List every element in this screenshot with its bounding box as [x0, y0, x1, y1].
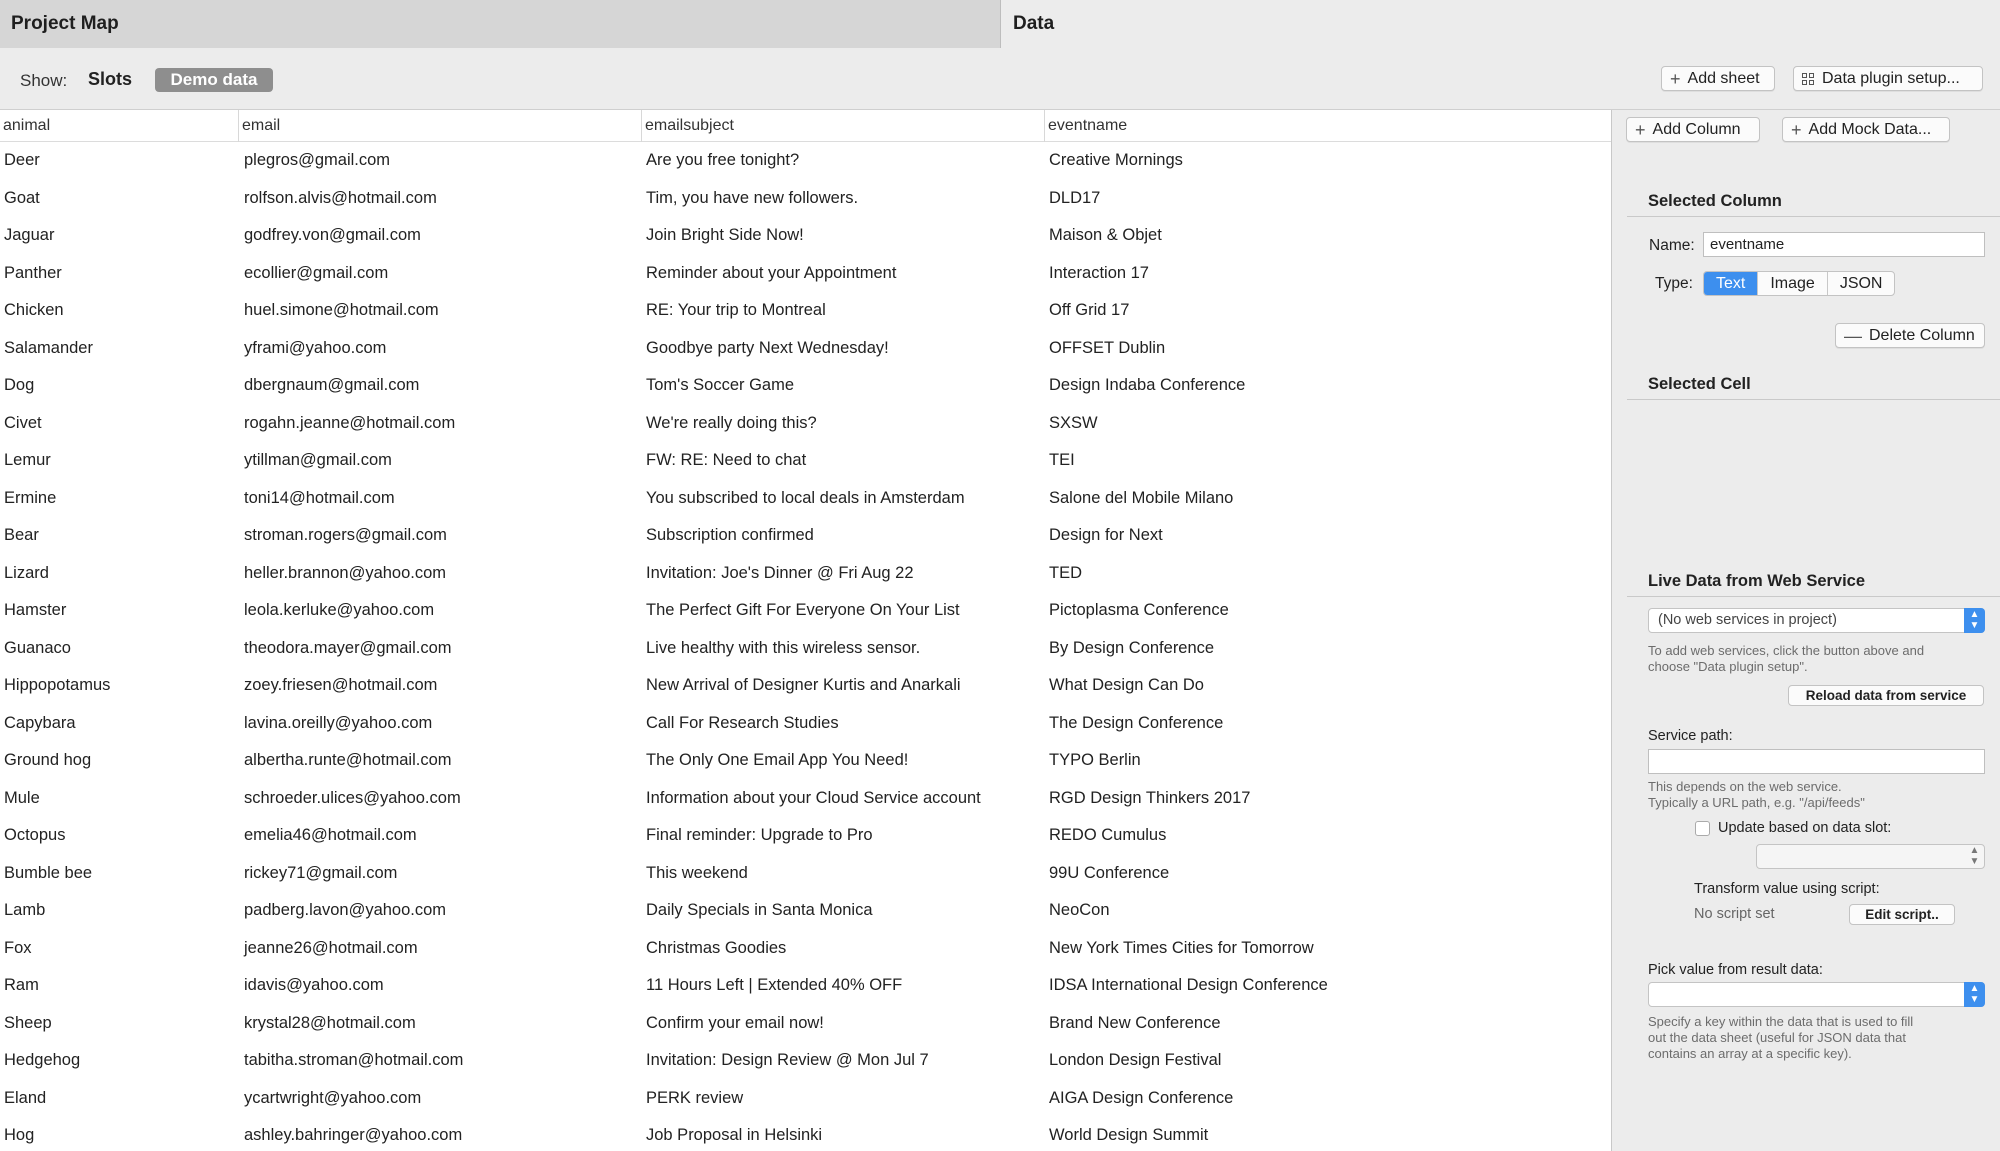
popup-arrows-icon: ▲ ▼ [1964, 982, 1985, 1007]
cell-email[interactable]: albertha.runte@hotmail.com [244, 751, 452, 769]
cell-email[interactable]: krystal28@hotmail.com [244, 1013, 416, 1032]
cell-emailsubject[interactable]: Goodbye party Next Wednesday! [646, 338, 889, 357]
cell-eventname[interactable]: Interaction 17 [1049, 263, 1149, 282]
cell-animal[interactable]: Guanaco [4, 638, 71, 657]
cell-email[interactable]: heller.brannon@yahoo.com [244, 563, 447, 582]
hint-line: Typically a URL path, e.g. "/api/feeds" [1648, 795, 1865, 810]
cell-email[interactable]: theodora.mayer@gmail.com [244, 638, 452, 657]
inspector-panel [1613, 110, 2000, 1151]
cell-animal[interactable]: Salamander [4, 338, 93, 357]
cell-emailsubject[interactable]: Invitation: Joe's Dinner @ Fri Aug 22 [646, 563, 914, 582]
type-image-option[interactable]: Image [1758, 272, 1827, 295]
cell-eventname[interactable]: NeoCon [1049, 901, 1110, 919]
table-row[interactable] [0, 1117, 1612, 1151]
cell-eventname[interactable]: London Design Festival [1049, 1051, 1222, 1069]
cell-animal[interactable]: Panther [4, 263, 62, 282]
cell-email[interactable]: zoey.friesen@hotmail.com [244, 676, 438, 694]
cell-email[interactable]: ashley.bahringer@yahoo.com [244, 1126, 463, 1144]
minus-icon: — [1844, 325, 1862, 346]
data-slot-popup[interactable] [1756, 844, 1985, 869]
cell-emailsubject[interactable]: Daily Specials in Santa Monica [646, 901, 873, 919]
update-slot-checkbox[interactable] [1695, 821, 1710, 836]
cell-animal[interactable]: Jaguar [4, 226, 55, 244]
table-row[interactable] [0, 667, 1612, 705]
cell-email[interactable]: idavis@yahoo.com [244, 976, 384, 994]
table-row[interactable] [0, 817, 1612, 855]
table-row[interactable] [0, 1005, 1612, 1043]
cell-emailsubject[interactable]: Final reminder: Upgrade to Pro [646, 826, 873, 844]
cell-email[interactable]: tabitha.stroman@hotmail.com [244, 1051, 464, 1069]
divider [1627, 216, 2000, 217]
cell-email[interactable]: toni14@hotmail.com [244, 488, 395, 507]
cell-email[interactable]: ycartwright@yahoo.com [244, 1088, 422, 1107]
service-path-hint [1648, 779, 1865, 811]
data-plugin-setup-label: Data plugin setup... [1822, 69, 1960, 87]
cell-email[interactable]: godfrey.von@gmail.com [244, 226, 421, 244]
table-row[interactable] [0, 1042, 1612, 1080]
hint-line: choose "Data plugin setup". [1648, 659, 1808, 674]
cell-email[interactable]: emelia46@hotmail.com [244, 826, 417, 844]
cell-animal[interactable]: Goat [4, 188, 40, 207]
cell-email[interactable]: rickey71@gmail.com [244, 863, 398, 882]
transform-label: Transform value using script: [1694, 881, 1880, 897]
type-text-option[interactable]: Text [1704, 272, 1758, 295]
cell-emailsubject[interactable]: Subscription confirmed [646, 526, 814, 544]
pick-value-popup[interactable] [1648, 982, 1985, 1007]
cell-animal[interactable]: Eland [4, 1088, 47, 1107]
cell-animal[interactable]: Hippopotamus [4, 676, 111, 694]
cell-animal[interactable]: Bear [4, 526, 39, 544]
cell-email[interactable]: rogahn.jeanne@hotmail.com [244, 413, 456, 432]
table-row[interactable] [0, 967, 1612, 1005]
column-header-emailsubject[interactable]: emailsubject [641, 110, 1044, 142]
table-row[interactable] [0, 592, 1612, 630]
add-mock-data-button[interactable] [1782, 117, 1950, 142]
cell-emailsubject[interactable]: Confirm your email now! [646, 1013, 824, 1032]
pick-value-hint [1648, 1014, 1913, 1062]
plus-icon: + [1791, 119, 1802, 140]
table-row[interactable] [0, 367, 1612, 405]
selected-cell-title: Selected Cell [1648, 375, 1751, 393]
data-sheet-table [0, 110, 1612, 1151]
table-row[interactable] [0, 555, 1612, 593]
tab-bar [0, 0, 2000, 48]
cell-emailsubject[interactable]: The Only One Email App You Need! [646, 751, 909, 769]
cell-eventname[interactable]: By Design Conference [1049, 638, 1215, 657]
cell-email[interactable]: plegros@gmail.com [244, 151, 391, 169]
cell-animal[interactable]: Ram [4, 976, 39, 994]
cell-eventname[interactable]: Off Grid 17 [1049, 301, 1130, 319]
cell-eventname[interactable]: DLD17 [1049, 188, 1101, 207]
cell-emailsubject[interactable]: RE: Your trip to Montreal [646, 301, 826, 319]
hint-line: To add web services, click the button above and [1648, 643, 1925, 658]
update-slot-label: Update based on data slot: [1718, 820, 1892, 836]
cell-animal[interactable]: Hedgehog [4, 1051, 81, 1069]
cell-animal[interactable]: Capybara [4, 713, 76, 732]
add-column-label: Add Column [1652, 120, 1741, 138]
web-service-popup-value: (No web services in project) [1658, 612, 1837, 628]
cell-eventname[interactable]: IDSA International Design Conference [1049, 976, 1328, 994]
demo-data-toggle[interactable]: Demo data [155, 68, 273, 92]
web-service-hint [1648, 643, 1924, 675]
cell-eventname[interactable]: The Design Conference [1049, 713, 1224, 732]
cell-animal[interactable]: Ermine [4, 488, 57, 507]
divider [1627, 596, 2000, 597]
cell-eventname[interactable]: Design Indaba Conference [1049, 376, 1246, 394]
delete-column-label: Delete Column [1869, 326, 1975, 344]
cell-eventname[interactable]: SXSW [1049, 413, 1098, 432]
cell-eventname[interactable]: OFFSET Dublin [1049, 338, 1166, 357]
divider [1627, 399, 2000, 400]
cell-email[interactable]: stroman.rogers@gmail.com [244, 526, 447, 544]
cell-eventname[interactable]: World Design Summit [1049, 1126, 1209, 1144]
cell-eventname[interactable]: Creative Mornings [1049, 151, 1183, 169]
table-row[interactable] [0, 517, 1612, 555]
cell-eventname[interactable]: What Design Can Do [1049, 676, 1204, 694]
cell-email[interactable]: schroeder.ulices@yahoo.com [244, 788, 461, 807]
cell-email[interactable]: huel.simone@hotmail.com [244, 301, 439, 319]
cell-emailsubject[interactable]: This weekend [646, 863, 748, 882]
add-column-button[interactable] [1626, 117, 1760, 142]
table-header [0, 110, 1612, 142]
table-row[interactable] [0, 930, 1612, 968]
table-row[interactable] [0, 330, 1612, 368]
cell-eventname[interactable]: AIGA Design Conference [1049, 1088, 1234, 1107]
pick-value-label: Pick value from result data: [1648, 962, 1823, 978]
tab-project-map[interactable]: Project Map [0, 0, 1001, 48]
cell-eventname[interactable]: Pictoplasma Conference [1049, 601, 1229, 619]
cell-animal[interactable]: Sheep [4, 1013, 52, 1032]
cell-emailsubject[interactable]: Information about your Cloud Service account [646, 788, 981, 807]
cell-animal[interactable]: Hog [4, 1126, 35, 1144]
name-label: Name: [1649, 237, 1695, 254]
table-row[interactable] [0, 705, 1612, 743]
cell-eventname[interactable]: Brand New Conference [1049, 1013, 1221, 1032]
show-label: Show: [20, 71, 68, 90]
cell-email[interactable]: ecollier@gmail.com [244, 263, 389, 282]
table-row[interactable] [0, 742, 1612, 780]
column-header-animal[interactable]: animal [3, 117, 51, 134]
cell-emailsubject[interactable]: The Perfect Gift For Everyone On Your List [646, 601, 960, 619]
cell-animal[interactable]: Civet [4, 413, 42, 432]
cell-animal[interactable]: Chicken [4, 301, 64, 319]
popup-arrows-icon: ▲ ▼ [1964, 608, 1985, 633]
cell-emailsubject[interactable]: Are you free tonight? [646, 151, 800, 169]
type-json-option[interactable]: JSON [1839, 275, 1883, 292]
edit-script-button[interactable]: Edit script.. [1849, 904, 1955, 925]
column-type-segmented[interactable] [1703, 271, 1895, 296]
cell-emailsubject[interactable]: Tim, you have new followers. [646, 188, 859, 207]
table-row[interactable] [0, 142, 1612, 180]
cell-eventname[interactable]: TYPO Berlin [1049, 751, 1141, 769]
table-row[interactable] [0, 1080, 1612, 1118]
cell-email[interactable]: rolfson.alvis@hotmail.com [244, 188, 437, 207]
live-data-title: Live Data from Web Service [1648, 572, 1866, 590]
web-service-popup[interactable] [1648, 608, 1985, 633]
cell-emailsubject[interactable]: New Arrival of Designer Kurtis and Anarkali [646, 676, 961, 694]
cell-emailsubject[interactable]: Invitation: Design Review @ Mon Jul 7 [646, 1051, 929, 1069]
cell-emailsubject[interactable]: Job Proposal in Helsinki [646, 1126, 823, 1144]
table-row[interactable] [0, 405, 1612, 443]
cell-emailsubject[interactable]: 11 Hours Left | Extended 40% OFF [646, 976, 903, 994]
cell-animal[interactable]: Mule [4, 788, 40, 807]
cell-animal[interactable]: Deer [4, 151, 40, 169]
cell-emailsubject[interactable]: Live healthy with this wireless sensor. [646, 638, 921, 657]
hint-line: Specify a key within the data that is used to fill [1648, 1014, 1914, 1029]
cell-animal[interactable]: Dog [4, 376, 35, 394]
delete-column-button[interactable] [1835, 323, 1985, 348]
cell-eventname[interactable]: Design for Next [1049, 526, 1163, 544]
table-row[interactable] [0, 480, 1612, 518]
cell-eventname[interactable]: 99U Conference [1049, 863, 1170, 882]
cell-eventname[interactable]: TEI [1049, 451, 1075, 469]
add-sheet-label: Add sheet [1687, 69, 1760, 87]
cell-email[interactable]: yframi@yahoo.com [244, 338, 387, 357]
grid-icon [1802, 73, 1814, 85]
cell-eventname[interactable]: New York Times Cities for Tomorrow [1049, 938, 1314, 957]
cell-animal[interactable]: Lizard [4, 563, 49, 582]
column-header-eventname[interactable]: eventname [1044, 110, 1612, 142]
cell-animal[interactable]: Lamb [4, 901, 46, 919]
cell-email[interactable]: ytillman@gmail.com [244, 451, 392, 469]
cell-emailsubject[interactable]: Call For Research Studies [646, 713, 839, 732]
cell-email[interactable]: jeanne26@hotmail.com [244, 938, 418, 957]
add-mock-data-label: Add Mock Data... [1808, 120, 1932, 138]
table-row[interactable] [0, 180, 1612, 218]
popup-arrows-icon: ▲ ▼ [1969, 845, 1980, 867]
cell-eventname[interactable]: REDO Cumulus [1049, 826, 1167, 844]
hint-line: This depends on the web service. [1648, 779, 1842, 794]
service-path-label: Service path: [1648, 728, 1733, 744]
reload-data-button[interactable]: Reload data from service [1788, 685, 1984, 706]
cell-emailsubject[interactable]: We're really doing this? [646, 413, 817, 432]
table-row[interactable] [0, 855, 1612, 893]
cell-animal[interactable]: Bumble bee [4, 863, 93, 882]
table-row[interactable] [0, 780, 1612, 818]
table-body [0, 142, 1612, 1151]
cell-email[interactable]: leola.kerluke@yahoo.com [244, 601, 435, 619]
cell-animal[interactable]: Lemur [4, 451, 51, 469]
table-row[interactable] [0, 892, 1612, 930]
column-name-input[interactable] [1703, 232, 1985, 257]
service-path-input[interactable] [1648, 749, 1985, 774]
cell-animal[interactable]: Octopus [4, 826, 66, 844]
tab-data[interactable]: Data [1001, 0, 2000, 48]
toolbar [0, 49, 2000, 110]
plus-icon: + [1635, 119, 1646, 140]
cell-emailsubject[interactable]: Join Bright Side Now! [646, 226, 804, 244]
cell-emailsubject[interactable]: You subscribed to local deals in Amsterdam [646, 488, 965, 507]
cell-email[interactable]: lavina.oreilly@yahoo.com [244, 713, 433, 732]
table-row[interactable] [0, 442, 1612, 480]
cell-animal[interactable]: Hamster [4, 601, 67, 619]
cell-email[interactable]: dbergnaum@gmail.com [244, 376, 420, 394]
cell-emailsubject[interactable]: PERK review [646, 1088, 744, 1107]
data-plugin-setup-button[interactable] [1793, 66, 1983, 91]
column-header-email[interactable]: email [238, 110, 641, 142]
hint-line: out the data sheet (useful for JSON data that [1648, 1030, 1906, 1045]
cell-emailsubject[interactable]: FW: RE: Need to chat [646, 451, 807, 469]
no-script-label: No script set [1694, 906, 1775, 922]
table-row[interactable] [0, 292, 1612, 330]
cell-eventname[interactable]: Maison & Objet [1049, 226, 1162, 244]
plus-icon: + [1670, 68, 1681, 89]
cell-animal[interactable]: Ground hog [4, 751, 92, 769]
cell-eventname[interactable]: Salone del Mobile Milano [1049, 488, 1234, 507]
cell-emailsubject[interactable]: Reminder about your Appointment [646, 263, 897, 282]
selected-column-title: Selected Column [1648, 192, 1782, 210]
cell-emailsubject[interactable]: Tom's Soccer Game [646, 376, 795, 394]
cell-eventname[interactable]: RGD Design Thinkers 2017 [1049, 788, 1251, 807]
table-row[interactable] [0, 630, 1612, 668]
add-sheet-button[interactable] [1661, 66, 1775, 91]
type-label: Type: [1655, 275, 1693, 292]
table-row[interactable] [0, 255, 1612, 293]
hint-line: contains an array at a specific key). [1648, 1046, 1852, 1061]
cell-animal[interactable]: Fox [4, 938, 32, 957]
cell-email[interactable]: padberg.lavon@yahoo.com [244, 901, 447, 919]
slots-toggle[interactable]: Slots [88, 69, 133, 89]
cell-eventname[interactable]: TED [1049, 563, 1082, 582]
table-row[interactable] [0, 217, 1612, 255]
cell-emailsubject[interactable]: Christmas Goodies [646, 938, 787, 957]
